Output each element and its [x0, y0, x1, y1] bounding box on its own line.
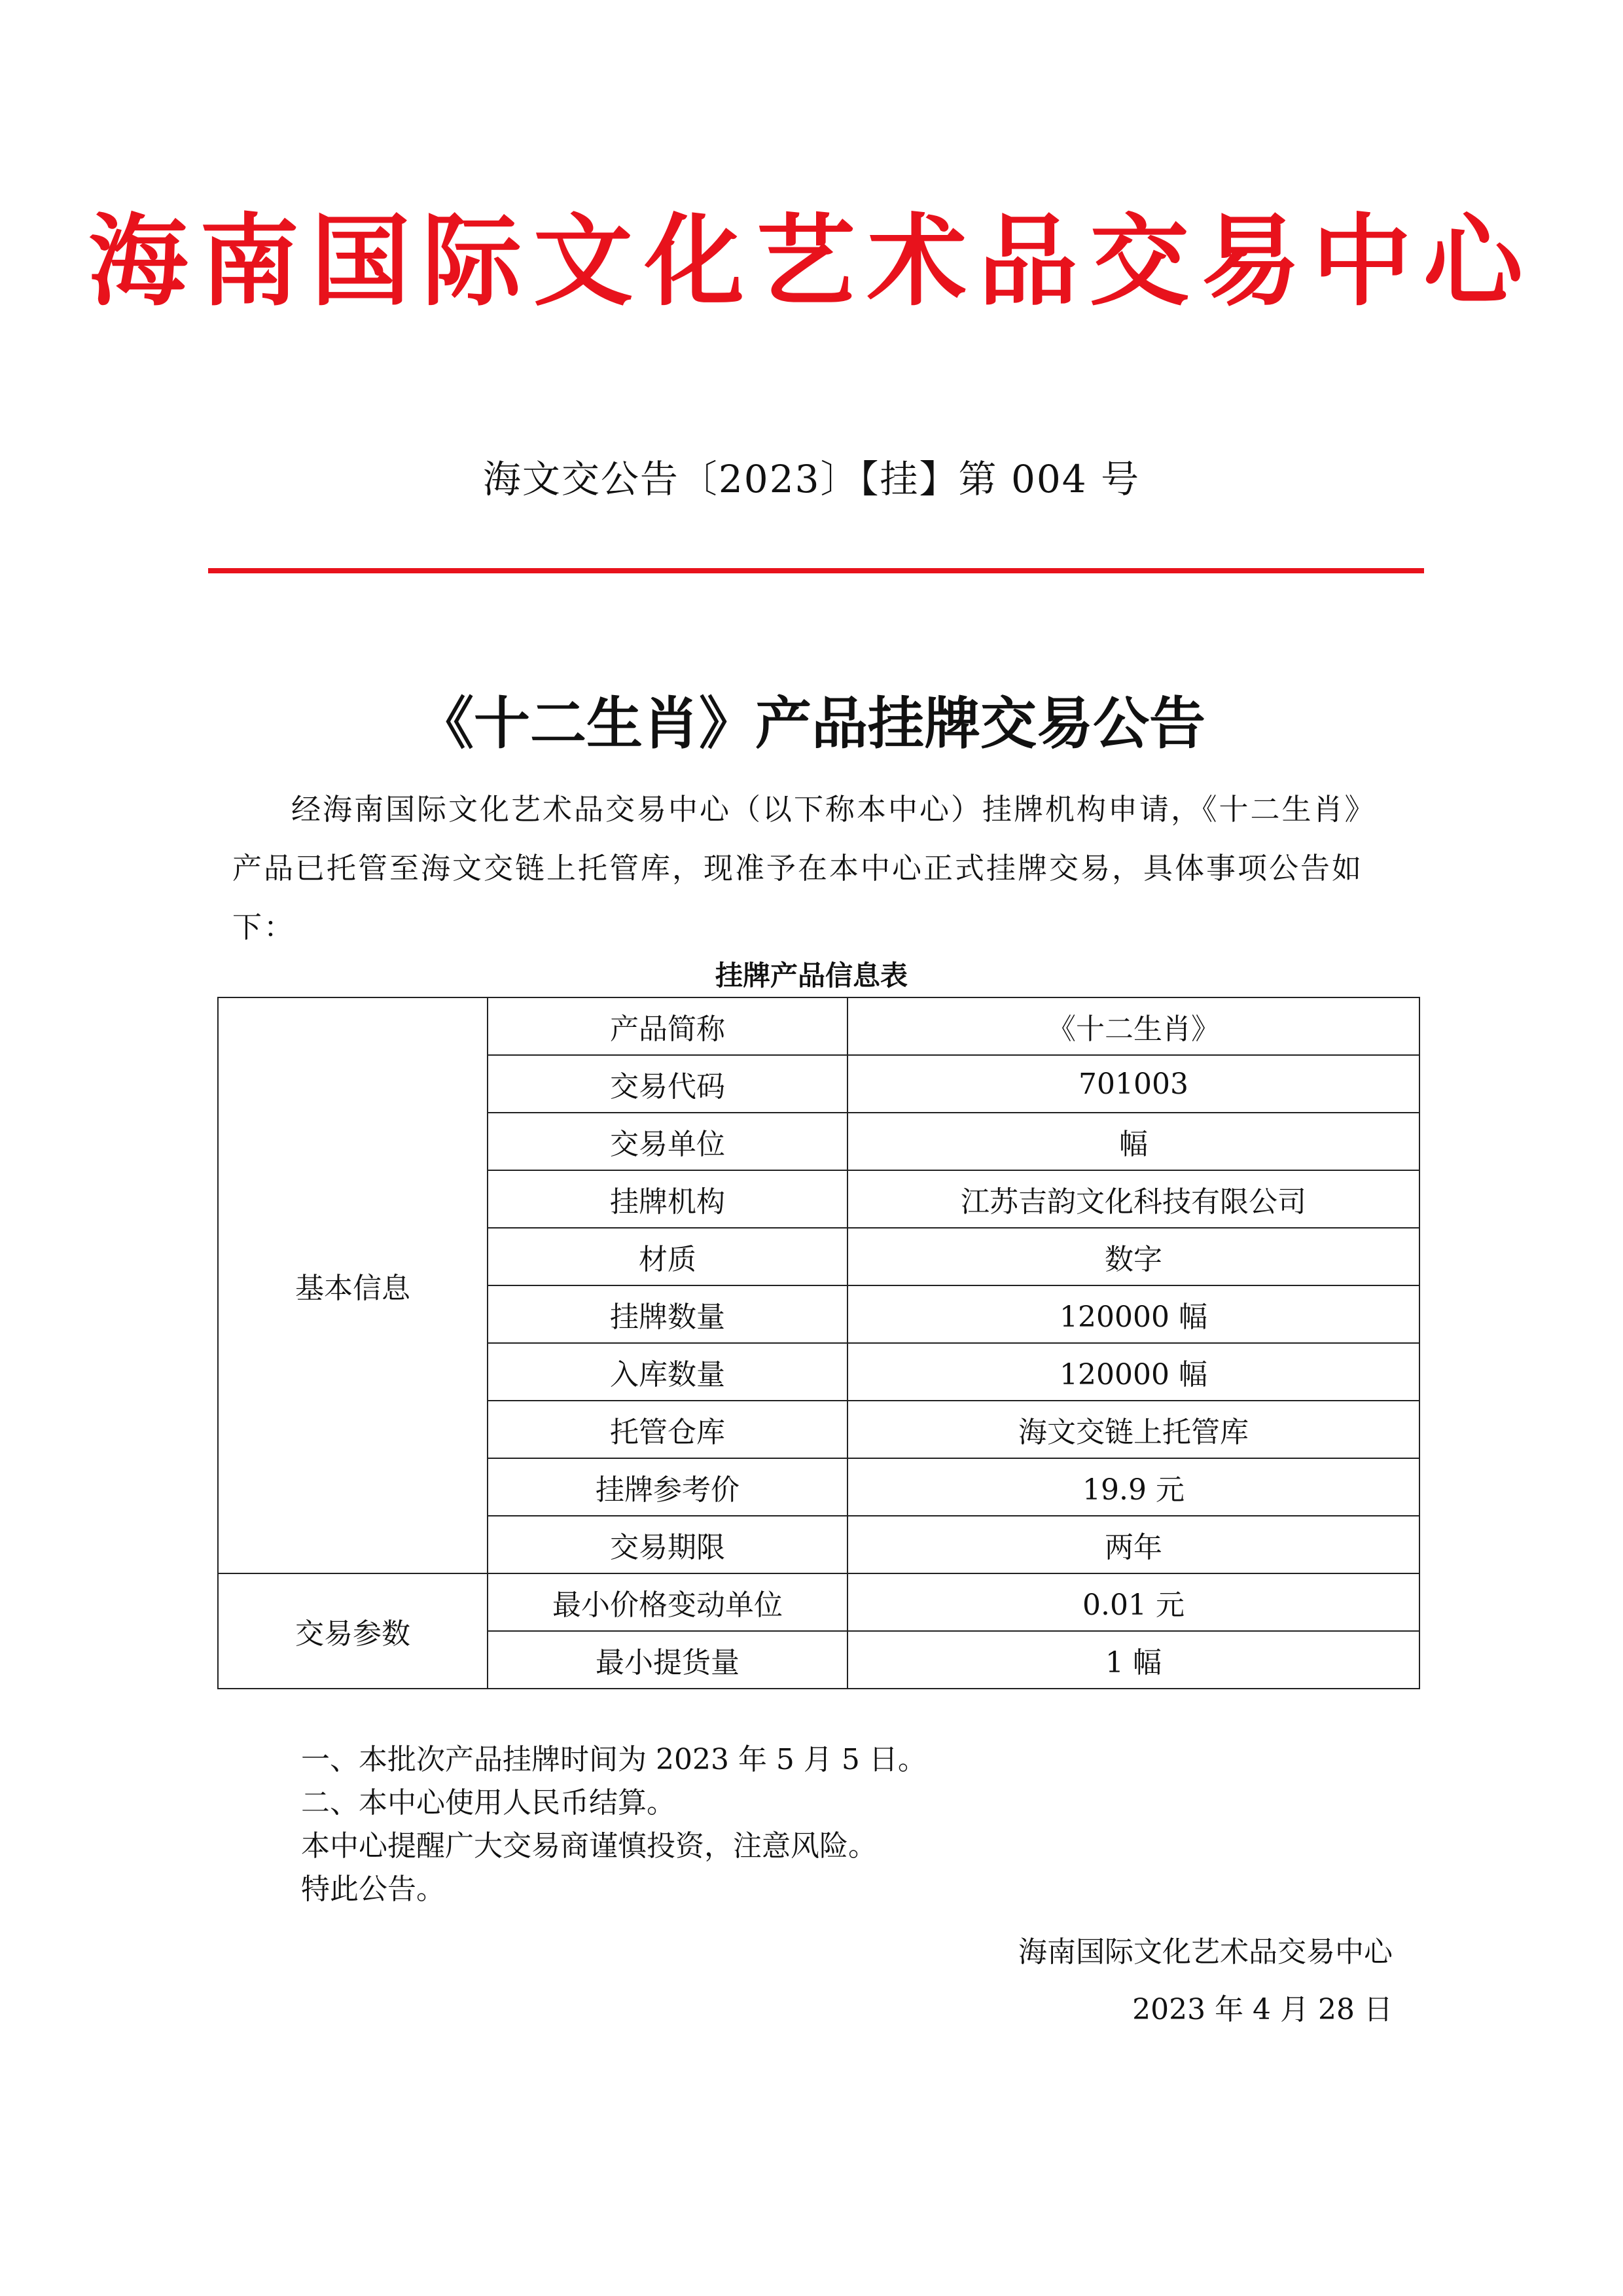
field-cell: 最小提货量 — [488, 1631, 847, 1689]
field-cell: 最小价格变动单位 — [488, 1573, 847, 1631]
field-cell: 产品简称 — [488, 997, 847, 1055]
notes-section — [301, 1738, 1414, 1911]
field-cell: 材质 — [488, 1228, 847, 1285]
value-cell: 海文交链上托管库 — [847, 1401, 1419, 1458]
table-row — [218, 1573, 1419, 1631]
red-divider — [208, 568, 1424, 573]
signature-date: 2023 年 4 月 28 日 — [1132, 1993, 1393, 2026]
field-cell: 挂牌数量 — [488, 1285, 847, 1343]
field-cell: 交易代码 — [488, 1055, 847, 1113]
document-number: 海文交公告〔2023〕【挂】第 004 号 — [482, 457, 1141, 501]
page-title: 《十二生肖》产品挂牌交易公告 — [418, 691, 1205, 757]
value-cell: 701003 — [847, 1055, 1419, 1113]
group-cell-basic: 基本信息 — [218, 997, 488, 1573]
note-line: 特此公告。 — [301, 1873, 445, 1906]
value-cell: 两年 — [847, 1516, 1419, 1573]
table-caption: 挂牌产品信息表 — [715, 960, 908, 992]
group-cell-trade: 交易参数 — [218, 1573, 488, 1689]
field-cell: 交易单位 — [488, 1113, 847, 1170]
value-cell: 0.01 元 — [847, 1573, 1419, 1631]
field-cell: 挂牌参考价 — [488, 1458, 847, 1516]
table-row — [218, 997, 1419, 1055]
masthead-title: 海南国际文化艺术品交易中心 — [88, 204, 1535, 319]
field-cell: 入库数量 — [488, 1343, 847, 1401]
value-cell: 幅 — [847, 1113, 1419, 1170]
intro-paragraph: 经海南国际文化艺术品交易中心（以下称本中心）挂牌机构申请，《十二生肖》产品已托管至海文交链上托管库，现准予在本中心正式挂牌交易，具体事项公告如下： — [232, 792, 1376, 944]
note-line: 一、本批次产品挂牌时间为 2023 年 5 月 5 日。 — [301, 1743, 927, 1776]
note-line: 本中心提醒广大交易商谨慎投资，注意风险。 — [301, 1829, 877, 1863]
value-cell: 19.9 元 — [847, 1458, 1419, 1516]
product-info-table — [217, 997, 1420, 1689]
note-line: 二、本中心使用人民币结算。 — [301, 1786, 675, 1820]
value-cell: 120000 幅 — [847, 1343, 1419, 1401]
signature-organization: 海南国际文化艺术品交易中心 — [1018, 1935, 1393, 1969]
value-cell: 1 幅 — [847, 1631, 1419, 1689]
value-cell: 《十二生肖》 — [847, 997, 1419, 1055]
field-cell: 托管仓库 — [488, 1401, 847, 1458]
field-cell: 交易期限 — [488, 1516, 847, 1573]
field-cell: 挂牌机构 — [488, 1170, 847, 1228]
value-cell: 120000 幅 — [847, 1285, 1419, 1343]
value-cell: 数字 — [847, 1228, 1419, 1285]
value-cell: 江苏吉韵文化科技有限公司 — [847, 1170, 1419, 1228]
